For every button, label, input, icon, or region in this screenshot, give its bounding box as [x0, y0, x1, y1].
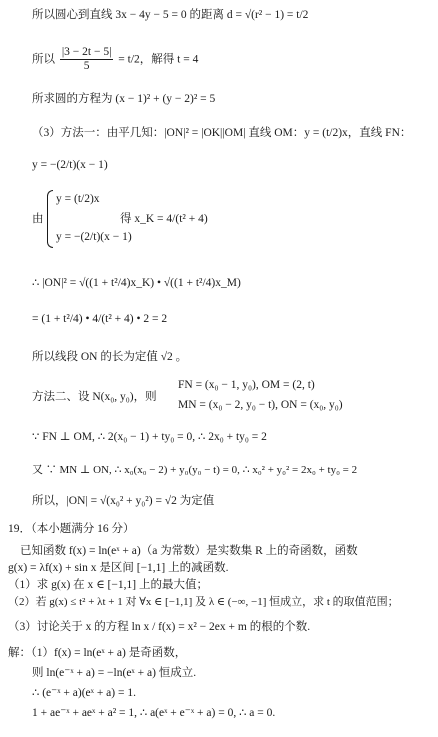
- solution-line-1: 解：（1）f(x) = ln(eˣ + a) 是奇函数，: [8, 647, 187, 659]
- system-result: 得 x_K = 4/(t² + 4): [120, 213, 208, 225]
- line-solve-t: 所以 $\frac{|3 - 2t - 5|}{5}$ = t/2，解得 t = 4: [32, 46, 199, 73]
- line-equals-two: = (1 + t²/4) • 4/(t² + 4) • 2 = 2: [32, 313, 168, 325]
- fraction-abs: $\frac{|3 - 2t - 5|}{5}$: [61, 46, 112, 73]
- question-19-heading: 19．（本小题满分 16 分）: [8, 523, 135, 535]
- question-19-stem-2: g(x) = λf(x) + sin x 是区间 [−1,1] 上的减函数.: [8, 562, 229, 574]
- line-on-fixed: 所以，|ON| = √(x₀² + y₀²) = √2 为定值: [32, 495, 215, 507]
- question-19-part-3: （3）讨论关于 x 的方程 ln x / f(x) = x² − 2ex + m 的根的个数.: [8, 621, 311, 633]
- line-perpendicular-2: 又 ∵ MN ⊥ ON, ∴ x₀(x₀ − 2) + y₀(y₀ − t) = 0, ∴ x₀² + y₀² = 2x₀ + ty₀ = 2: [32, 464, 358, 476]
- vector-mn-on: MN = (x₀ − 2, y₀ − t), ON = (x₀, y₀): [178, 399, 343, 411]
- line-method-one: （3）方法一：由平几知：|ON|² = |OK||OM| 直线 OM：y = (t/2)x，直线 FN：: [32, 127, 412, 139]
- system-eq-2: y = −(2/t)(x − 1): [56, 231, 132, 243]
- question-19-part-2: （2）若 g(x) ≤ t² + λt + 1 对 ∀x ∈ [−1,1] 及 λ ∈ (−∞, −1] 恒成立，求 t 的取值范围；: [8, 596, 399, 608]
- line-conclusion: 所以线段 ON 的长为定值 √2 。: [32, 351, 188, 363]
- line-method-two: 方法二、设 N(x₀, y₀)，则: [32, 391, 157, 403]
- line-circle-equation: 所求圆的方程为 (x − 1)² + (y − 2)² = 5: [32, 93, 216, 105]
- line-on-squared: ∴ |ON|² = √((1 + t²/4)x_K) • √((1 + t²/4)x_M): [32, 277, 241, 289]
- solution-line-2: 则 ln(e⁻ˣ + a) = −ln(eˣ + a) 恒成立.: [32, 667, 197, 679]
- question-19-stem-1: 已知函数 f(x) = ln(eˣ + a)（a 为常数）是实数集 R 上的奇函数，函数: [20, 545, 358, 557]
- system-brace: [47, 190, 53, 248]
- line-perpendicular-1: ∵ FN ⊥ OM, ∴ 2(x₀ − 1) + ty₀ = 0, ∴ 2x₀ + ty₀ = 2: [32, 431, 267, 443]
- system-eq-1: y = (t/2)x: [56, 193, 100, 205]
- vector-fn-om: FN = (x₀ − 1, y₀), OM = (2, t): [178, 379, 315, 391]
- system-prefix: 由: [32, 213, 44, 225]
- line-distance: 所以圆心到直线 3x − 4y − 5 = 0 的距离 d = √(r² − 1) = t/2: [32, 9, 309, 21]
- solution-line-3: ∴ (e⁻ˣ + a)(eˣ + a) = 1.: [32, 687, 136, 699]
- solution-line-4: 1 + ae⁻ˣ + aeˣ + a² = 1, ∴ a(eˣ + e⁻ˣ + a) = 0, ∴ a = 0.: [32, 707, 276, 719]
- line-fn-equation: y = −(2/t)(x − 1): [32, 159, 108, 171]
- question-19-part-1: （1）求 g(x) 在 x ∈ [−1,1] 上的最大值；: [8, 579, 208, 591]
